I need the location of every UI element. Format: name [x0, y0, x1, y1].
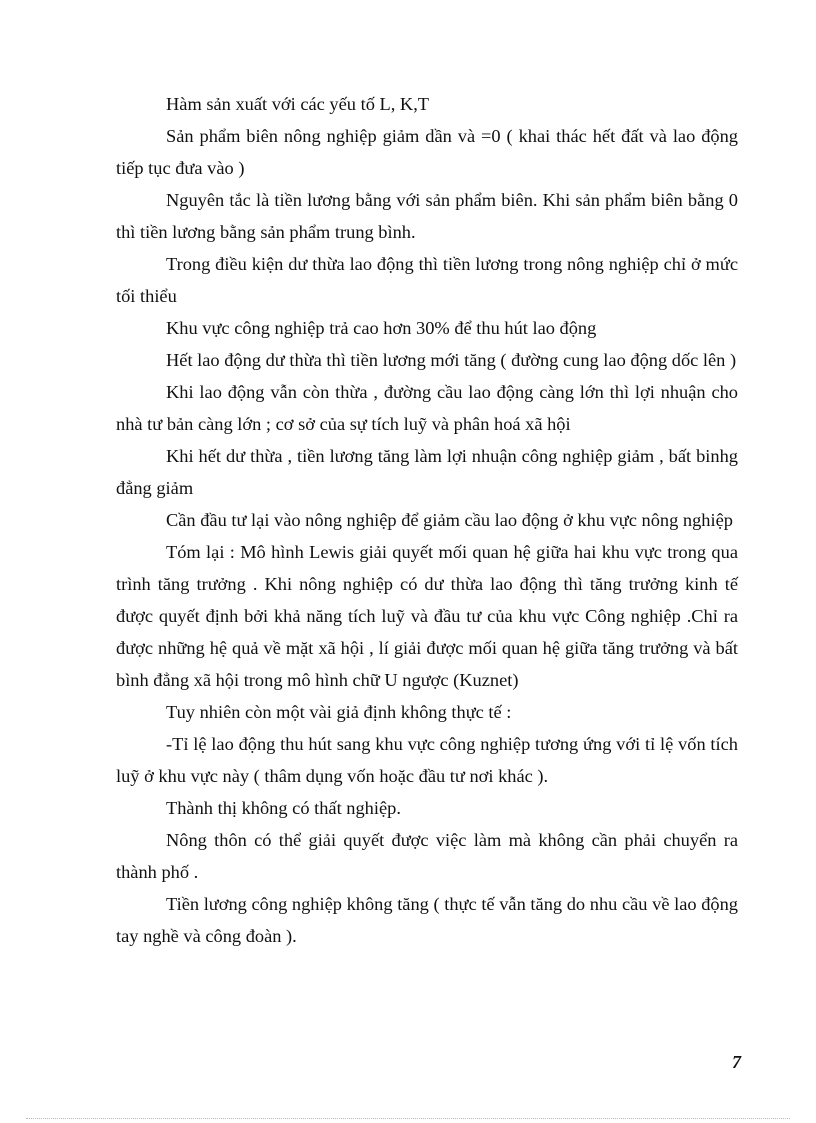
paragraph-6: Hết lao động dư thừa thì tiền lương mới tăng ( đường cung lao động dốc lên ) [166, 350, 737, 370]
paragraph-15: Tiền lương công nghiệp không tăng ( thực tế vẫn tăng do nhu cầu về lao động tay nghề và công đoàn ). [116, 894, 738, 946]
paragraph-13: Thành thị không có thất nghiệp. [166, 798, 401, 818]
paragraph-14: Nông thôn có thể giải quyết được việc làm mà không cần phải chuyển ra thành phố . [116, 830, 738, 882]
body-text [116, 88, 738, 952]
paragraph-12: -Tỉ lệ lao động thu hút sang khu vực công nghiệp tương ứng với tỉ lệ vốn tích luỹ ở khu vực này ( thâm dụng vốn hoặc đầu tư nơi khác ). [116, 734, 738, 786]
paragraph-10: Tóm lại : Mô hình Lewis giải quyết mối quan hệ giữa hai khu vực trong qua trình tăng trưởng . Khi nông nghiệp có dư thừa lao động thì tăng trưởng kinh tế được quyết định bởi khả năng tích luỹ và đầu tư của khu vực Công nghiệp .Chỉ ra được những hệ quả về mặt xã hội , lí giải được mối quan hệ giữa tăng trưởng và bất bình đẳng xã hội trong mô hình chữ U ngược (Kuznet) [116, 542, 738, 690]
page-bottom-divider [26, 1118, 790, 1119]
paragraph-11: Tuy nhiên còn một vài giả định không thực tế : [166, 702, 512, 722]
page-number: 7 [732, 1052, 741, 1072]
paragraph-7: Khi lao động vẫn còn thừa , đường cầu lao động càng lớn thì lợi nhuận cho nhà tư bản càng lớn ; cơ sở của sự tích luỹ và phân hoá xã hội [116, 382, 738, 434]
paragraph-5: Khu vực công nghiệp trả cao hơn 30% để thu hút lao động [166, 318, 597, 338]
paragraph-3: Nguyên tắc là tiền lương bằng với sản phẩm biên. Khi sản phẩm biên bằng 0 thì tiền lương bằng sản phẩm trung bình. [116, 190, 738, 242]
paragraph-1: Hàm sản xuất với các yếu tố L, K,T [166, 94, 430, 114]
paragraph-8: Khi hết dư thừa , tiền lương tăng làm lợi nhuận công nghiệp giảm , bất binhg đẳng giảm [116, 446, 738, 498]
paragraph-9: Cần đầu tư lại vào nông nghiệp để giảm cầu lao động ở khu vực nông nghiệp [166, 510, 733, 530]
paragraph-4: Trong điều kiện dư thừa lao động thì tiền lương trong nông nghiệp chỉ ở mức tối thiểu [116, 254, 738, 306]
paragraph-2: Sản phẩm biên nông nghiệp giảm dần và =0 ( khai thác hết đất và lao động tiếp tục đưa vào ) [116, 126, 738, 178]
